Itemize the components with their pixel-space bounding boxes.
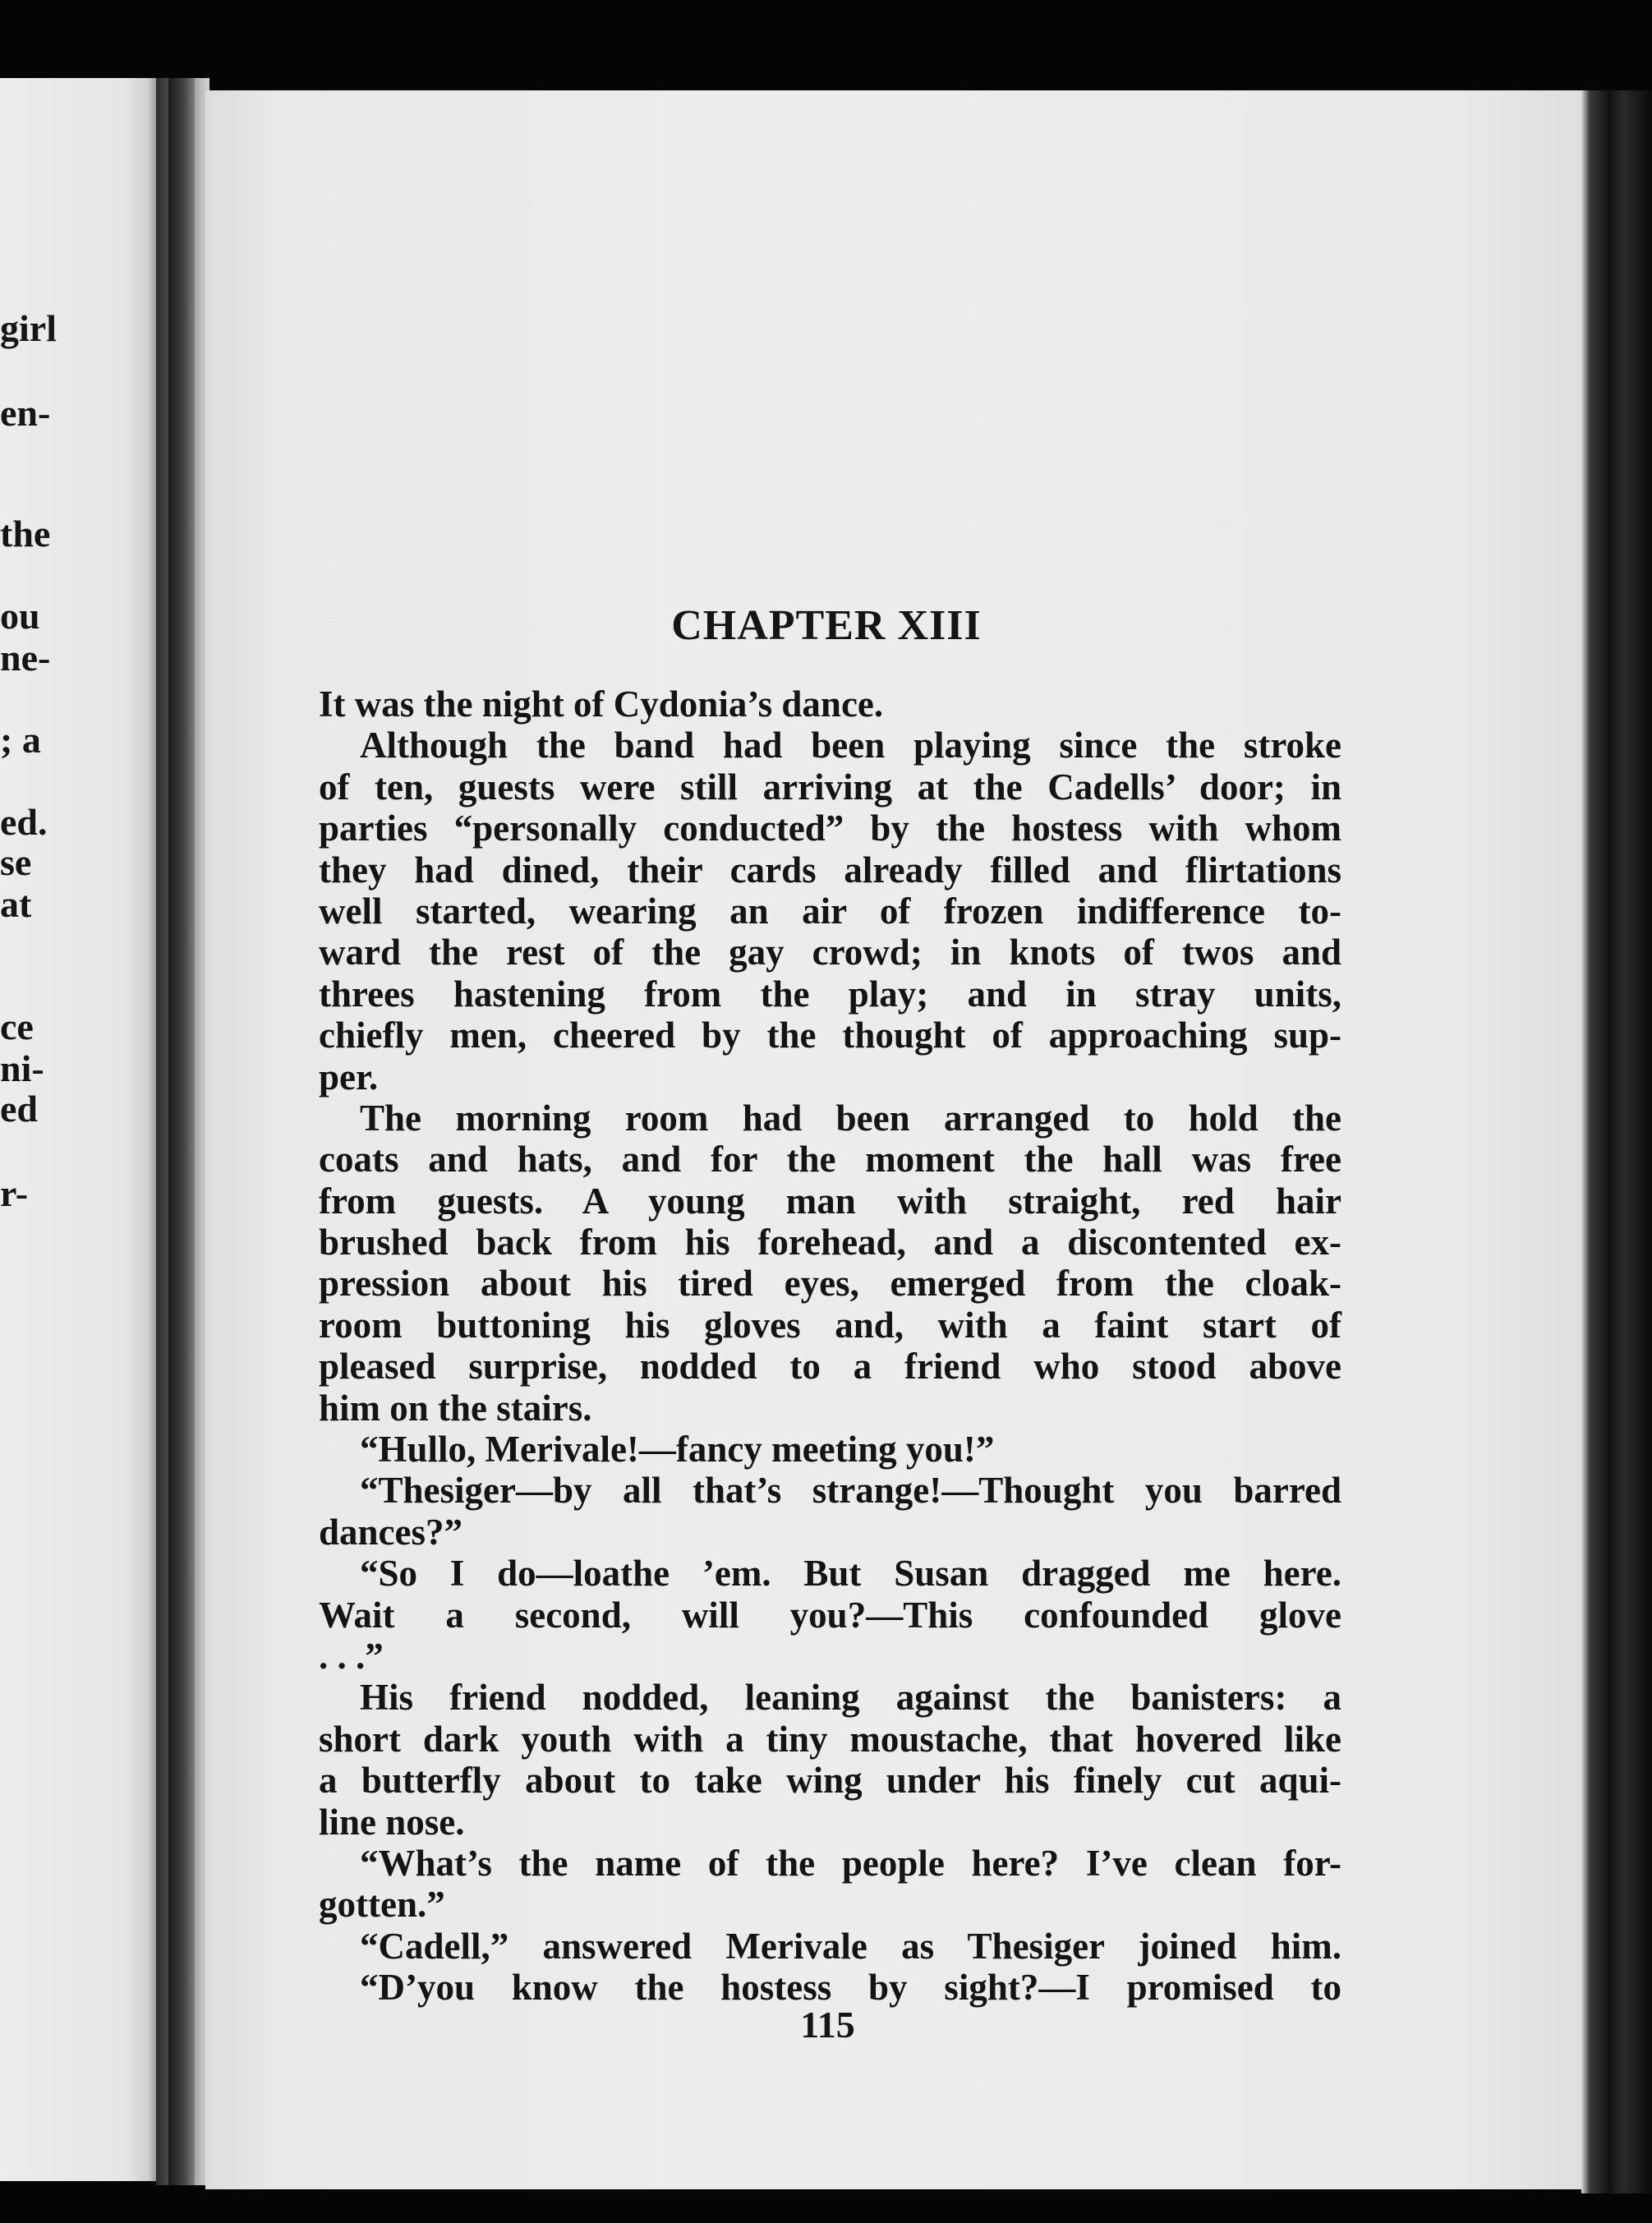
text-line: “What’s the name of the people here? I’ve clean for- [360, 1842, 1341, 1884]
text-line: threes hastening from the play; and in stray units, [319, 973, 1341, 1015]
text-line: they had dined, their cards already filled and flirtations [319, 849, 1341, 891]
text-line: ward the rest of the gay crowd; in knots of twos and [319, 932, 1341, 973]
text-line: short dark youth with a tiny moustache, that hovered like [319, 1718, 1341, 1760]
text-line: of ten, guests were still arriving at the Cadells’ door; in [319, 766, 1341, 808]
left-page-fragment: ed. [0, 801, 48, 843]
text-line: pression about his tired eyes, emerged from the cloak- [319, 1263, 1341, 1305]
text-line: pleased surprise, nodded to a friend who stood above [319, 1346, 1341, 1388]
text-line: coats and hats, and for the moment the hall was free [319, 1139, 1341, 1181]
book-spine-crease [168, 78, 195, 2185]
chapter-title: CHAPTER XIII [671, 602, 982, 649]
text-line: “Hullo, Merivale!—fancy meeting you!” [360, 1429, 995, 1470]
left-page-fragment: ni- [0, 1047, 44, 1089]
text-line: “Thesiger—by all that’s strange!—Thought you barred [360, 1470, 1341, 1512]
left-page-fragment: at [0, 883, 32, 925]
left-page-fragment: ce [0, 1006, 34, 1047]
text-line: well started, wearing an air of frozen indifference to- [319, 890, 1341, 932]
left-facing-page [0, 78, 156, 2181]
text-line: per. [319, 1056, 379, 1098]
left-page-fragment: ou [0, 595, 40, 637]
page-number: 115 [800, 2004, 855, 2046]
left-page-fragment: en- [0, 392, 51, 434]
text-line: him on the stairs. [319, 1387, 592, 1429]
left-page-fragment: ed [0, 1088, 38, 1130]
text-line: dances?” [319, 1511, 463, 1553]
text-line: parties “personally conducted” by the hostess with whom [319, 808, 1341, 849]
text-line: “Cadell,” answered Merivale as Thesiger joined him. [360, 1925, 1341, 1967]
text-line: “D’you know the hostess by sight?—I promised to [360, 1967, 1341, 2009]
left-page-fragment: ne- [0, 637, 51, 679]
text-line: . . .” [319, 1635, 384, 1677]
text-line: His friend nodded, leaning against the banisters: a [360, 1677, 1341, 1719]
text-line: from guests. A young man with straight, red hair [319, 1180, 1341, 1222]
left-page-fragment: ; a [0, 719, 41, 761]
text-line: The morning room had been arranged to hold the [360, 1097, 1341, 1139]
text-line: a butterfly about to take wing under his finely cut aqui- [319, 1760, 1341, 1802]
text-line: Wait a second, will you?—This confounded glove [319, 1594, 1341, 1636]
body-text [319, 683, 1341, 2009]
left-page-fragment: girl [0, 307, 57, 349]
left-page-fragment: the [0, 513, 51, 555]
text-line: chiefly men, cheered by the thought of approaching sup- [319, 1015, 1341, 1056]
text-line: brushed back from his forehead, and a discontented ex- [319, 1222, 1341, 1263]
book-page [205, 90, 1585, 2189]
book-page-edge [1581, 90, 1652, 2193]
text-line: line nose. [319, 1801, 465, 1843]
left-page-fragment: se [0, 841, 32, 883]
text-line: Although the band had been playing since the stroke [360, 725, 1341, 766]
text-line: gotten.” [319, 1884, 445, 1926]
text-line: It was the night of Cydonia’s dance. [319, 683, 884, 725]
text-line: room buttoning his gloves and, with a faint start of [319, 1304, 1341, 1346]
text-line: “So I do—loathe ’em. But Susan dragged me here. [360, 1553, 1341, 1595]
left-page-fragment: r- [0, 1172, 29, 1214]
